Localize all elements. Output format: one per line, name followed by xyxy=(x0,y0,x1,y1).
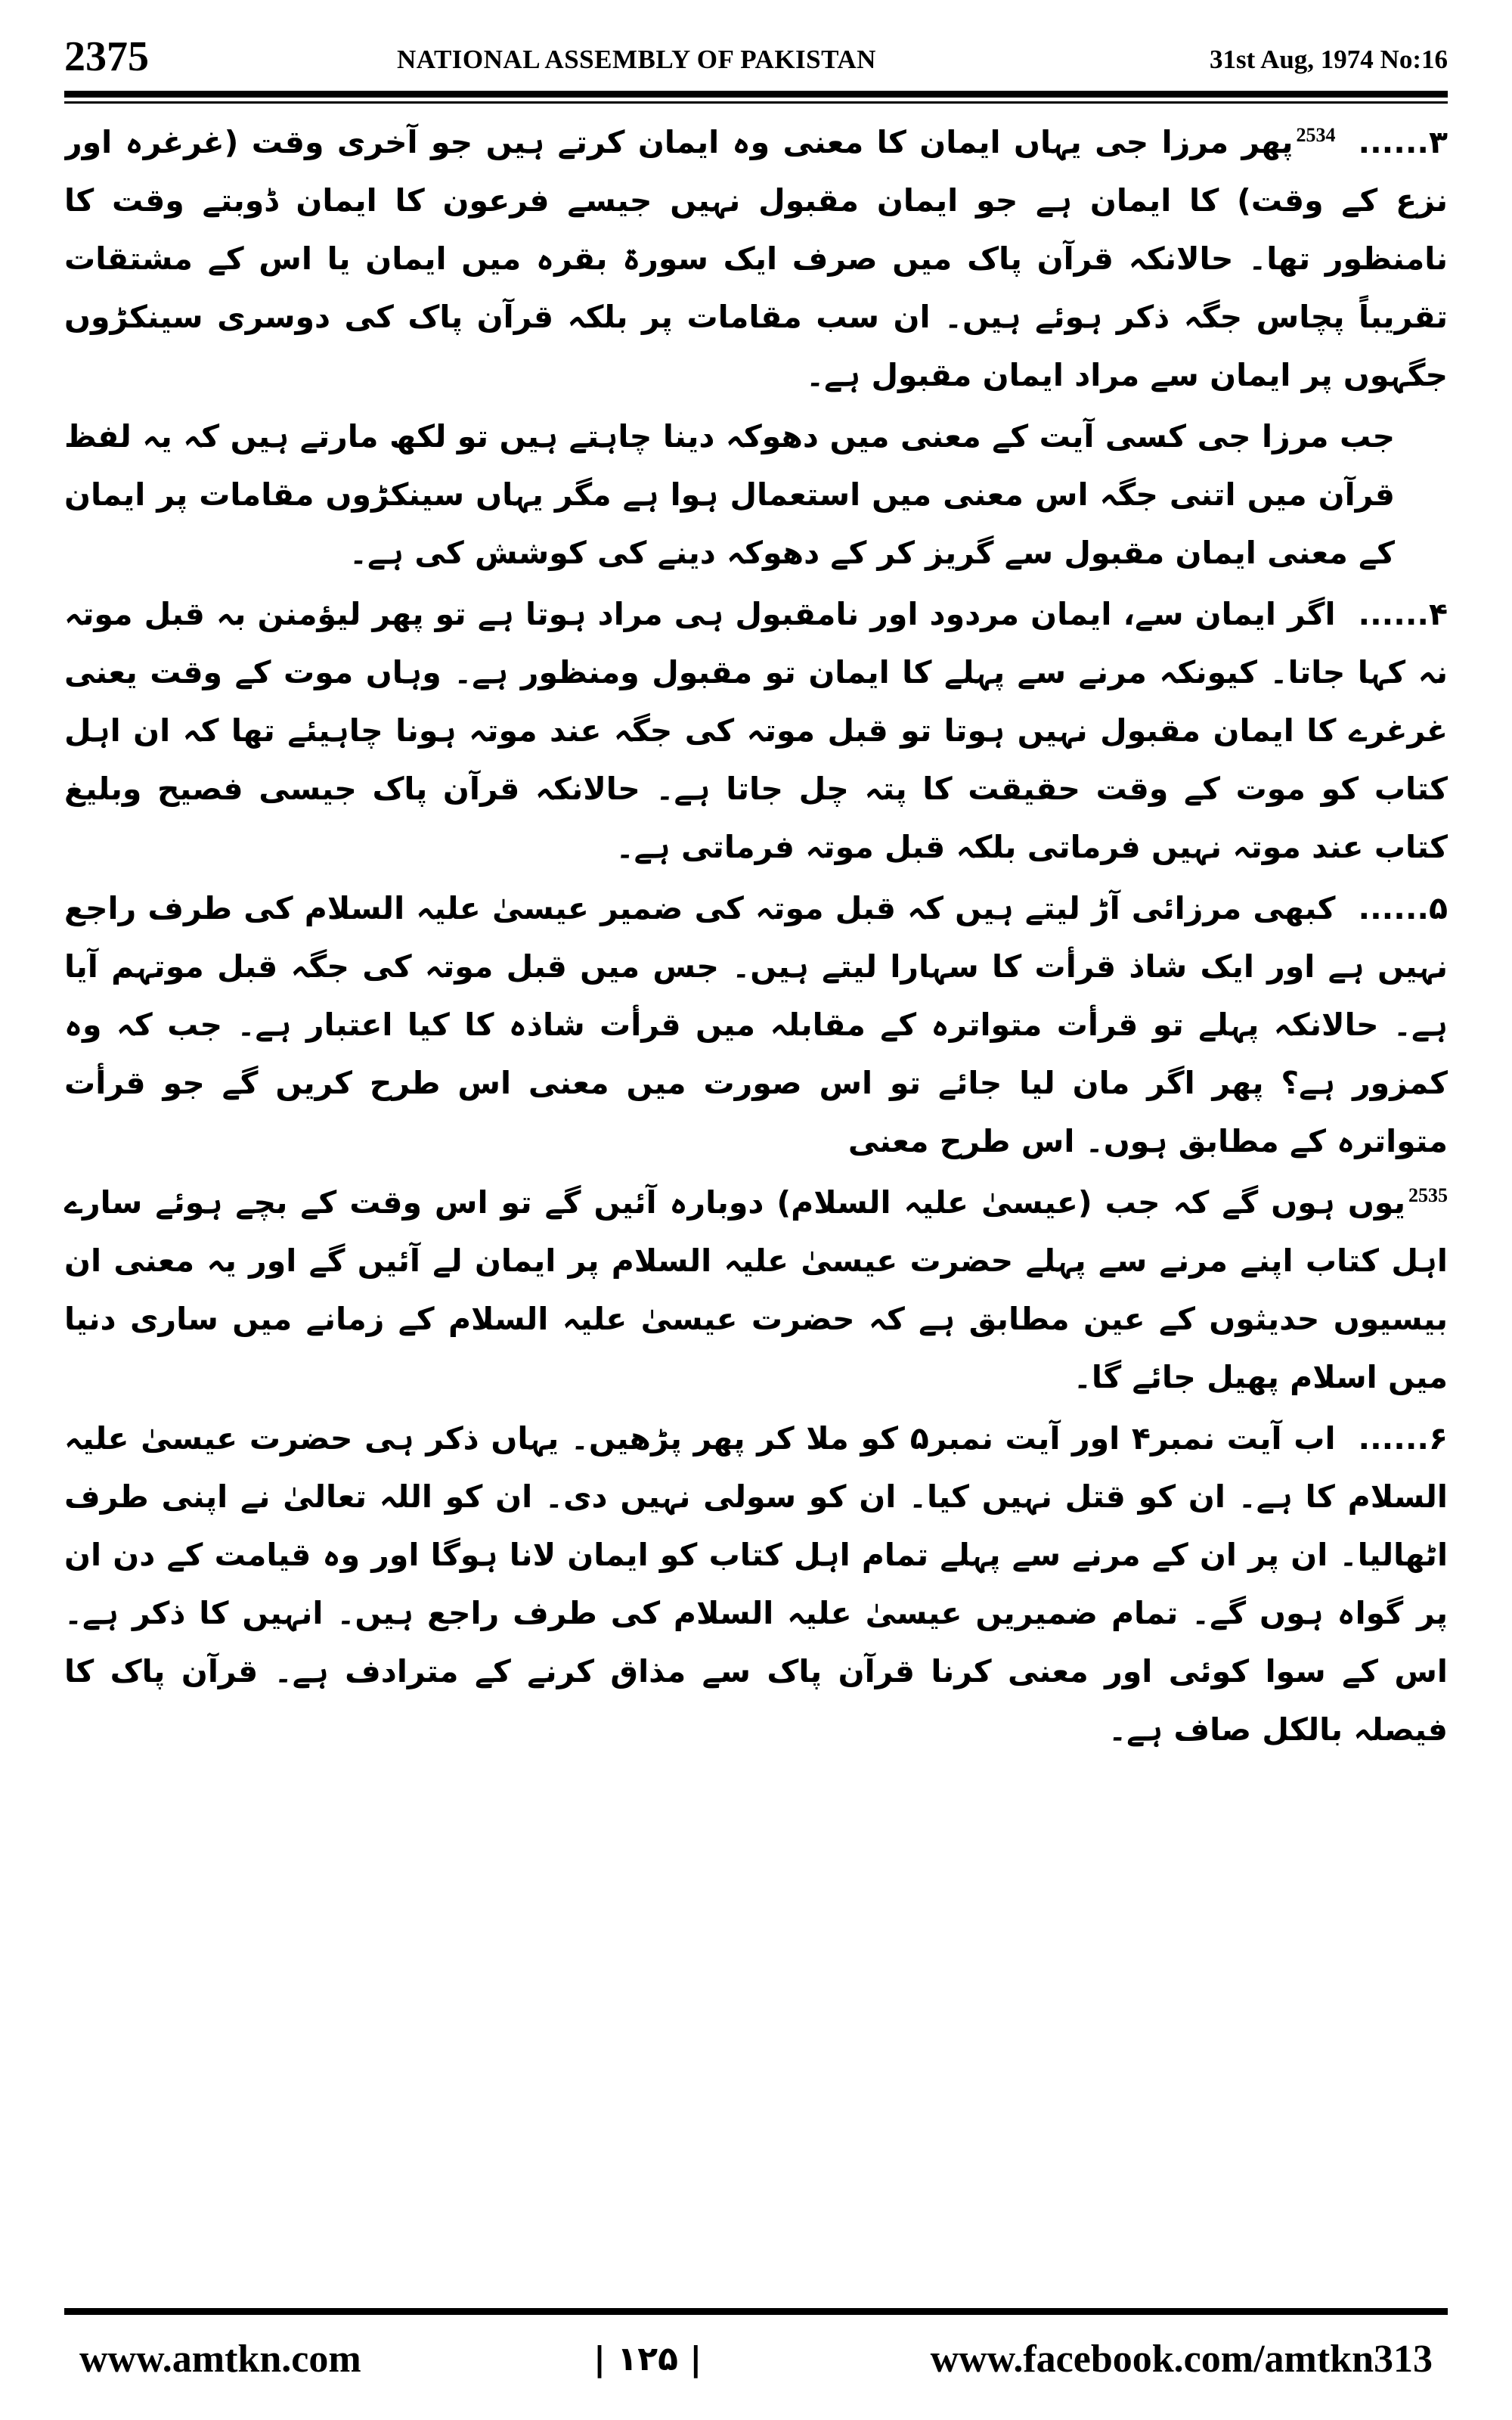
paragraph-text: پھر مرزا جی یہاں ایمان کا معنی وہ ایمان کرتے ہیں جو آخری وقت (غرغرہ اور نزع کے وقت) کا ایمان ہے جو ایمان مقبول نہیں جیسے فرعون کا ایمان ڈوبتے وقت کا نامنظور تھا۔ حالانکہ قرآن پاک میں صرف ایک سورۃ بقرہ میں ایمان یا اس کے مشتقات تقریباً پچاس جگہ ذکر ہوئے ہیں۔ ان سب مقامات پر بلکہ قرآن پاک کی دوسری سینکڑوں جگہوں پر ایمان سے مراد ایمان مقبول ہے۔ xyxy=(64,124,1448,393)
paragraph-4 xyxy=(64,585,1448,876)
footer-book-page-number: | ۱۲۵ | xyxy=(593,2340,702,2378)
header-title: NATIONAL ASSEMBLY OF PAKISTAN xyxy=(397,45,876,74)
reference-number: 2534 xyxy=(1296,124,1336,147)
paragraph-3-continued xyxy=(64,408,1448,582)
paragraph-text: اب آیت نمبر۴ اور آیت نمبر۵ کو ملا کر پھر پڑھیں۔ یہاں ذکر ہی حضرت عیسیٰ علیہ السلام کا ہے۔ ان کو قتل نہیں کیا۔ ان کو سولی نہیں دی۔ ان کو اللہ تعالیٰ نے اپنی طرف اٹھالیا۔ ان پر ان کے مرنے سے پہلے تمام اہل کتاب کو ایمان لانا ہوگا اور وہ قیامت کے دن ان پر گواہ ہوں گے۔ تمام ضمیریں عیسیٰ علیہ السلام کی طرف راجع ہیں۔ انہیں کا ذکر ہے۔ اس کے سوا کوئی اور معنی کرنا قرآن پاک سے مذاق کرنے کے مترادف ہے۔ قرآن پاک کا فیصلہ بالکل صاف ہے۔ xyxy=(64,1420,1448,1748)
header-date-issue: 31st Aug, 1974 No:16 xyxy=(1209,45,1448,74)
item-marker: ۴...... xyxy=(1358,596,1448,632)
paragraph-5-continued xyxy=(64,1174,1448,1407)
footer-website-link[interactable]: www.amtkn.com xyxy=(79,2338,361,2381)
item-marker: ۶...... xyxy=(1358,1420,1448,1457)
body-text xyxy=(64,113,1448,2295)
header-rule xyxy=(64,91,1448,98)
paragraph-5 xyxy=(64,880,1448,1171)
reference-number: 2535 xyxy=(1408,1184,1448,1207)
item-marker: ۵...... xyxy=(1358,890,1448,926)
footer-rule xyxy=(64,2308,1448,2315)
page-header xyxy=(64,30,1448,91)
item-marker: ۳...... xyxy=(1358,124,1448,160)
paragraph-text: جب مرزا جی کسی آیت کے معنی میں دھوکہ دینا چاہتے ہیں تو لکھ مارتے ہیں کہ یہ لفظ قرآن میں اتنی جگہ اس معنی میں استعمال ہوا ہے مگر یہاں سینکڑوں مقامات پر ایمان کے معنی ایمان مقبول سے گریز کر کے دھوکہ دینے کی کوشش کی ہے۔ xyxy=(64,418,1395,571)
paragraph-6 xyxy=(64,1410,1448,1759)
header-rule-thin xyxy=(64,101,1448,104)
paragraph-text: کبھی مرزائی آڑ لیتے ہیں کہ قبل موتہ کی ضمیر عیسیٰ علیہ السلام کی طرف راجع نہیں ہے اور ایک شاذ قرأت کا سہارا لیتے ہیں۔ جس میں قبل موتہ کی جگہ قبل موتہم آیا ہے۔ حالانکہ پہلے تو قرأت متواترہ کے مقابلہ میں قرأت شاذہ کا کیا اعتبار ہے۔ جب کہ وہ کمزور ہے؟ پھر اگر مان لیا جائے تو اس صورت میں معنی اس طرح کریں گے جو قرأت متواترہ کے مطابق ہوں۔ اس طرح معنی xyxy=(64,890,1448,1159)
paragraph-3 xyxy=(64,113,1448,405)
page-number: 2375 xyxy=(64,33,149,80)
paragraph-text: یوں ہوں گے کہ جب (عیسیٰ علیہ السلام) دوبارہ آئیں گے تو اس وقت کے بچے ہوئے سارے اہل کتاب اپنے مرنے سے پہلے حضرت عیسیٰ علیہ السلام پر ایمان لے آئیں گے اور یہ معنی ان بیسیوں حدیثوں کے عین مطابق ہے کہ حضرت عیسیٰ علیہ السلام کے زمانے میں ساری دنیا میں اسلام پھیل جائے گا۔ xyxy=(64,1184,1448,1395)
page-footer xyxy=(64,2329,1448,2390)
footer-facebook-link[interactable]: www.facebook.com/amtkn313 xyxy=(930,2338,1433,2381)
paragraph-text: اگر ایمان سے، ایمان مردود اور نامقبول ہی مراد ہوتا ہے تو پھر لیؤمنن بہ قبل موتہ نہ کہا جاتا۔ کیونکہ مرنے سے پہلے کا ایمان تو مقبول ومنظور ہے۔ وہاں موت کے وقت یعنی غرغرے کا ایمان مقبول نہیں ہوتا تو قبل موتہ کی جگہ عند موتہ ہونا چاہیئے تھا کہ ان اہل کتاب کو موت کے وقت حقیقت کا پتہ چل جاتا ہے۔ حالانکہ قرآن پاک جیسی فصیح وبلیغ کتاب عند موتہ نہیں فرماتی بلکہ قبل موتہ فرماتی ہے۔ xyxy=(64,596,1448,865)
